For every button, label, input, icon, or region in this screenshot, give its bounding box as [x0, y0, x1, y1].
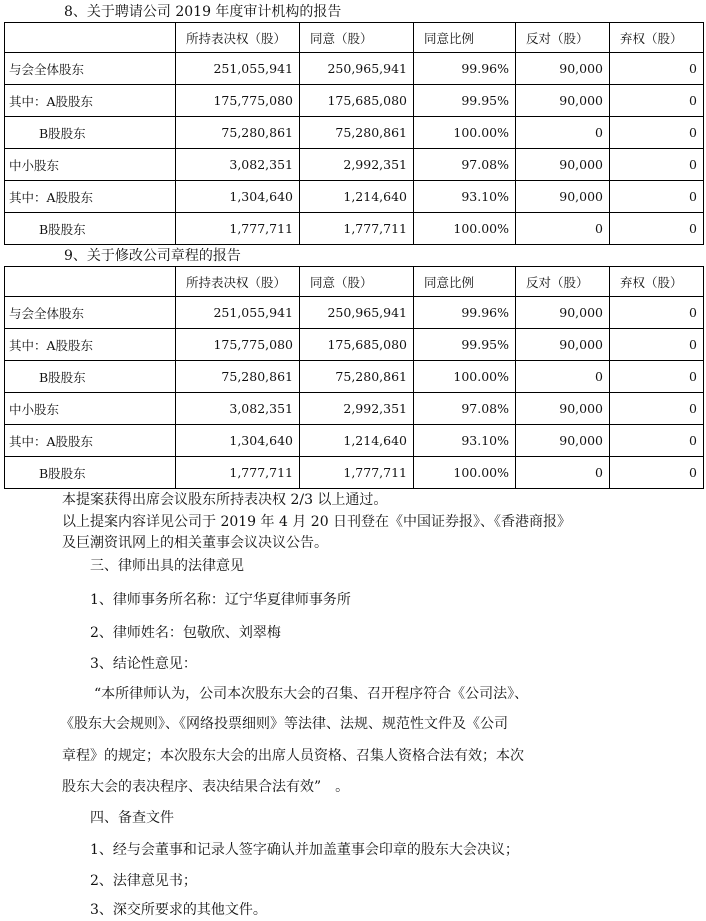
cell: 93.10% — [414, 425, 516, 457]
header-cell — [5, 23, 176, 53]
header-cell: 同意比例 — [414, 267, 516, 297]
cell: 0 — [516, 457, 610, 489]
cell: 0 — [516, 117, 610, 149]
section-heading-documents: 四、备查文件 — [90, 810, 174, 826]
cell: 90,000 — [516, 181, 610, 213]
cell: 99.96% — [414, 297, 516, 329]
table-row — [5, 53, 704, 85]
disclosure-line-2: 及巨潮资讯网上的相关董事会议决议公告。 — [62, 535, 328, 551]
cell: 251,055,941 — [176, 297, 300, 329]
row-label: B股股东 — [5, 213, 176, 245]
cell: 1,777,711 — [176, 457, 300, 489]
opinion-line-3: 章程》的规定；本次股东大会的出席人员资格、召集人资格合法有效；本次 — [62, 748, 524, 764]
table-row — [5, 181, 704, 213]
cell: 3,082,351 — [176, 393, 300, 425]
header-cell: 所持表决权（股） — [176, 23, 300, 53]
cell: 0 — [610, 53, 704, 85]
cell: 99.95% — [414, 85, 516, 117]
cell: 0 — [610, 181, 704, 213]
cell: 90,000 — [516, 425, 610, 457]
table-header-row — [5, 267, 704, 297]
disclosure-line-1: 以上提案内容详见公司于 2019 年 4 月 20 日刊登在《中国证券报》、《香港商报》 — [62, 514, 572, 530]
header-cell: 同意（股） — [300, 23, 414, 53]
table-row — [5, 425, 704, 457]
header-cell: 反对（股） — [516, 23, 610, 53]
header-cell: 所持表决权（股） — [176, 267, 300, 297]
cell: 175,685,080 — [300, 329, 414, 361]
cell: 0 — [610, 329, 704, 361]
row-label: 其中：A股股东 — [5, 329, 176, 361]
row-label: 中小股东 — [5, 393, 176, 425]
header-cell: 同意比例 — [414, 23, 516, 53]
table-row — [5, 297, 704, 329]
cell: 0 — [610, 117, 704, 149]
cell: 90,000 — [516, 85, 610, 117]
row-label: B股股东 — [5, 361, 176, 393]
row-label: 其中：A股股东 — [5, 181, 176, 213]
cell: 0 — [516, 361, 610, 393]
cell: 75,280,861 — [300, 117, 414, 149]
row-label: 其中：A股股东 — [5, 85, 176, 117]
cell: 250,965,941 — [300, 297, 414, 329]
cell: 75,280,861 — [176, 117, 300, 149]
cell: 90,000 — [516, 297, 610, 329]
cell: 100.00% — [414, 213, 516, 245]
cell: 2,992,351 — [300, 393, 414, 425]
section-9-title: 9、关于修改公司章程的报告 — [64, 248, 241, 264]
cell: 0 — [610, 457, 704, 489]
cell: 0 — [610, 425, 704, 457]
cell: 0 — [610, 149, 704, 181]
cell: 0 — [610, 85, 704, 117]
table-row — [5, 329, 704, 361]
conclusion-label: 3、结论性意见： — [90, 656, 197, 672]
cell: 97.08% — [414, 393, 516, 425]
table-row — [5, 85, 704, 117]
cell: 175,685,080 — [300, 85, 414, 117]
cell: 1,777,711 — [300, 213, 414, 245]
header-cell: 同意（股） — [300, 267, 414, 297]
table-row — [5, 213, 704, 245]
table-row — [5, 149, 704, 181]
row-label: 与会全体股东 — [5, 53, 176, 85]
header-cell: 弃权（股） — [610, 23, 704, 53]
table-row — [5, 457, 704, 489]
table-header-row — [5, 23, 704, 53]
table-row — [5, 117, 704, 149]
document-item-1: 1、经与会董事和记录人签字确认并加盖董事会印章的股东大会决议； — [90, 842, 519, 858]
table-row — [5, 393, 704, 425]
cell: 2,992,351 — [300, 149, 414, 181]
header-cell: 弃权（股） — [610, 267, 704, 297]
cell: 250,965,941 — [300, 53, 414, 85]
cell: 1,304,640 — [176, 181, 300, 213]
section-9-vote-table — [4, 266, 704, 489]
cell: 0 — [610, 361, 704, 393]
cell: 3,082,351 — [176, 149, 300, 181]
pass-note: 本提案获得出席会议股东所持表决权 2/3 以上通过。 — [62, 492, 388, 508]
document-item-3: 3、深交所要求的其他文件。 — [90, 902, 267, 918]
cell: 251,055,941 — [176, 53, 300, 85]
cell: 75,280,861 — [300, 361, 414, 393]
lawyer-firm: 1、律师事务所名称：辽宁华夏律师事务所 — [90, 592, 351, 608]
header-cell: 反对（股） — [516, 267, 610, 297]
cell: 0 — [610, 297, 704, 329]
cell: 175,775,080 — [176, 329, 300, 361]
cell: 90,000 — [516, 149, 610, 181]
cell: 0 — [516, 213, 610, 245]
lawyer-names: 2、律师姓名：包敬欣、刘翠梅 — [90, 625, 281, 641]
cell: 90,000 — [516, 393, 610, 425]
cell: 99.95% — [414, 329, 516, 361]
header-cell — [5, 267, 176, 297]
section-8-title: 8、关于聘请公司 2019 年度审计机构的报告 — [64, 4, 342, 20]
cell: 175,775,080 — [176, 85, 300, 117]
cell: 97.08% — [414, 149, 516, 181]
section-heading-lawyer-opinion: 三、律师出具的法律意见 — [90, 558, 244, 574]
row-label: B股股东 — [5, 117, 176, 149]
section-8-vote-table — [4, 22, 704, 245]
opinion-line-2: 《股东大会规则》、《网络投票细则》等法律、法规、规范性文件及《公司 — [60, 716, 508, 732]
cell: 1,777,711 — [176, 213, 300, 245]
opinion-line-4: 股东大会的表决程序、表决结果合法有效” 。 — [62, 779, 350, 795]
cell: 90,000 — [516, 53, 610, 85]
cell: 1,777,711 — [300, 457, 414, 489]
cell: 1,304,640 — [176, 425, 300, 457]
cell: 75,280,861 — [176, 361, 300, 393]
document-item-2: 2、法律意见书； — [90, 873, 197, 889]
row-label: 与会全体股东 — [5, 297, 176, 329]
cell: 100.00% — [414, 361, 516, 393]
cell: 0 — [610, 213, 704, 245]
row-label: 其中：A股股东 — [5, 425, 176, 457]
row-label: 中小股东 — [5, 149, 176, 181]
cell: 100.00% — [414, 117, 516, 149]
cell: 90,000 — [516, 329, 610, 361]
cell: 0 — [610, 393, 704, 425]
cell: 100.00% — [414, 457, 516, 489]
cell: 93.10% — [414, 181, 516, 213]
opinion-line-1: “本所律师认为，公司本次股东大会的召集、召开程序符合《公司法》、 — [94, 686, 529, 702]
cell: 1,214,640 — [300, 425, 414, 457]
cell: 99.96% — [414, 53, 516, 85]
cell: 1,214,640 — [300, 181, 414, 213]
row-label: B股股东 — [5, 457, 176, 489]
table-row — [5, 361, 704, 393]
